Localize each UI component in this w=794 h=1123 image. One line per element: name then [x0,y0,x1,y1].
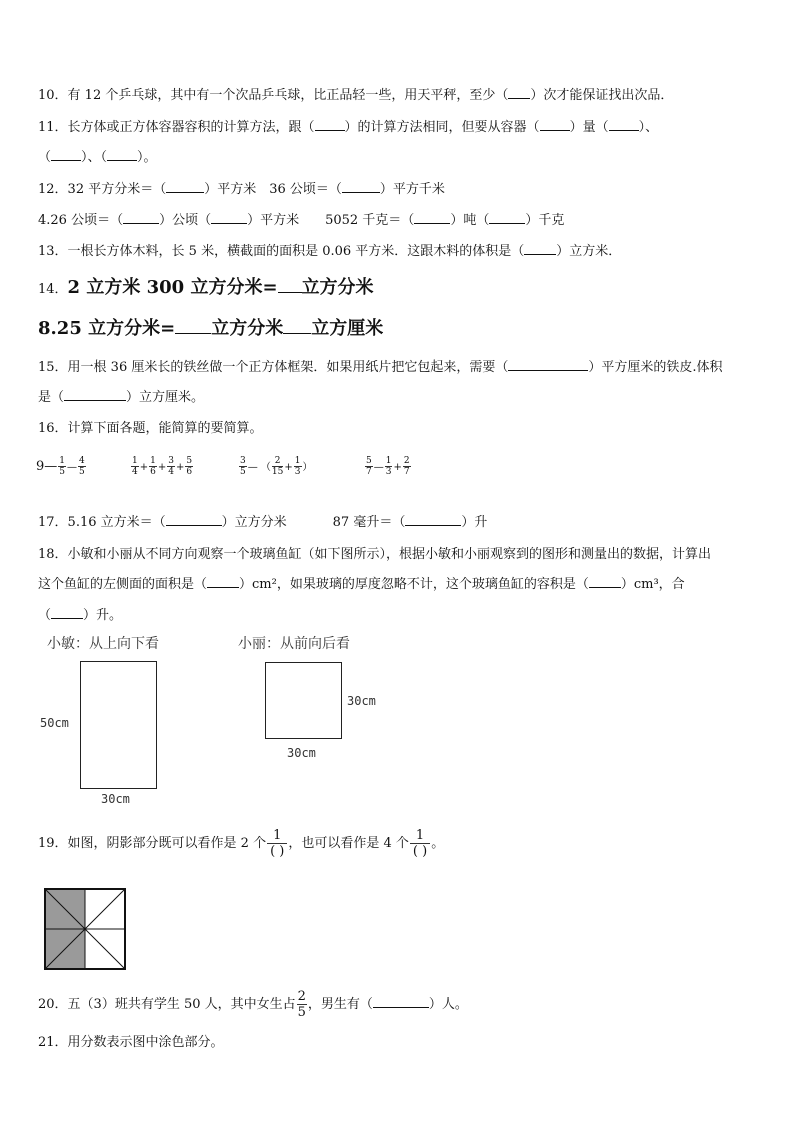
answer-blank[interactable] [166,513,222,526]
answer-blank[interactable] [207,575,239,588]
fraction: $\frac{1}{3}$ [385,456,392,477]
fraction: $\frac{5}{6}$ [186,456,193,477]
answer-blank[interactable] [489,211,525,224]
answer-blank[interactable] [589,575,621,588]
answer-blank[interactable] [211,211,247,224]
answer-blank[interactable] [175,317,211,334]
fraction: $\frac{1}{5}$ [59,456,66,477]
question-13: 13．一根长方体木料，长 5 米，横截面的面积是 0.06 平方米．这跟木料的体积是（ ）立方米． [38,244,622,259]
question-12: 12．32 平方分米＝（ ）平方米 36 公顷＝（ ）平方千米 [38,182,445,197]
answer-blank[interactable] [107,148,137,161]
answer-blank[interactable] [609,118,639,131]
shaded-square-figure [44,888,126,970]
fraction-blank[interactable]: $\frac{1}{( )}$ [267,828,287,859]
fraction: $\frac{1}{6}$ [150,456,156,477]
fraction: $\frac{2}{15}$ [271,456,284,477]
question-18-cont2: （ ）升。 [38,608,123,623]
answer-blank[interactable] [540,118,570,131]
question-15-cont: 是（ ）立方厘米。 [38,390,205,405]
fraction: $\frac{1}{3}$ [294,456,301,477]
question-17: 17．5.16 立方米＝（ ）立方分米 87 毫升＝（ ）升 [38,515,488,530]
answer-blank[interactable] [414,211,450,224]
answer-blank[interactable] [166,180,204,193]
question-18: 18．小敏和小丽从不同方向观察一个玻璃鱼缸（如下图所示），根据小敏和小丽观察到的图形和测量出的数据，计算出 [38,547,712,562]
fraction: $\frac{4}{5}$ [79,456,85,477]
question-11-cont: （ ）、（ ）。 [38,150,157,165]
fraction-blank[interactable]: $\frac{1}{( )}$ [410,828,430,859]
fraction: $\frac{2}{5}$ [297,989,306,1020]
question-15: 15．用一根 36 厘米长的铁丝做一个正方体框架．如果用纸片把它包起来，需要（ ）平方厘米的铁皮.体积 [38,360,723,375]
answer-blank[interactable] [405,513,461,526]
top-view-rectangle [80,661,157,789]
fraction: $\frac{3}{4}$ [168,456,174,477]
front-view-width-label: 30cm [287,746,316,760]
question-12-cont: 4.26 公顷＝（ ）公顷（ ）平方米 5052 千克＝（ ）吨（ ）千克 [38,213,565,228]
top-view-width-label: 30cm [101,792,130,806]
expression-4: $\frac{5}{7}$ — $\frac{1}{3}$ + $\frac{2}{7}$ [366,456,410,477]
answer-blank[interactable] [278,276,302,293]
question-10: 10．有 12 个乒乓球，其中有一个次品乒乓球，比正品轻一些，用天平秤，至少（ ）次才能保证找出次品． [38,88,674,103]
answer-blank[interactable] [51,148,81,161]
answer-blank[interactable] [315,118,345,131]
answer-blank[interactable] [508,86,530,99]
question-14-cont: 8.25 立方分米= 立方分米 立方厘米 [38,318,384,339]
q10-text: 10．有 12 个乒乓球，其中有一个次品乒乓球，比正品轻一些，用天平秤，至少（ [38,88,509,103]
fraction: $\frac{1}{4}$ [132,456,138,477]
expression-2: $\frac{1}{4}$ + $\frac{1}{6}$ + $\frac{3}{4}$ + $\frac{5}{6}$ [132,456,193,477]
answer-blank[interactable] [342,180,380,193]
question-14: 14．2 立方米 300 立方分米= 立方分米 [38,277,374,298]
question-21: 21．用分数表示图中涂色部分。 [38,1035,224,1050]
answer-blank[interactable] [508,358,588,371]
question-11: 11．长方体或正方体容器容积的计算方法，跟（ ）的计算方法相同，但要从容器（ ）量（ ）、 [38,120,659,135]
expression-3: $\frac{3}{5}$ — （ $\frac{2}{15}$ + $\frac{1}{3}$ ） [240,456,313,477]
question-19: 19．如图，阴影部分既可以看作是 2 个 $\frac{1}{( )}$ ，也可以看作是 4 个 $\frac{1}{( )}$ 。 [38,828,445,859]
fraction: $\frac{5}{7}$ [366,456,372,477]
answer-blank[interactable] [51,606,83,619]
top-view-height-label: 50cm [40,716,69,730]
answer-blank[interactable] [283,317,311,334]
expression-1: 9— $\frac{1}{5}$ — $\frac{4}{5}$ [36,456,85,477]
fraction: $\frac{2}{7}$ [403,456,410,477]
figure-2-caption: 小丽：从前向后看 [238,636,350,652]
answer-blank[interactable] [123,211,159,224]
figure-1-caption: 小敏：从上向下看 [47,636,159,652]
question-16-title: 16．计算下面各题，能简算的要简算。 [38,421,263,436]
answer-blank[interactable] [373,995,429,1008]
answer-blank[interactable] [64,388,126,401]
front-view-height-label: 30cm [347,694,376,708]
question-20: 20．五（3）班共有学生 50 人，其中女生占 $\frac{2}{5}$ ，男生有（ ）人。 [38,989,468,1020]
front-view-square [265,662,342,739]
fraction: $\frac{3}{5}$ [240,456,246,477]
question-18-cont: 这个鱼缸的左侧面的面积是（ ）cm²，如果玻璃的厚度忽略不计，这个玻璃鱼缸的容积是（ ）cm³，合 [38,577,685,592]
answer-blank[interactable] [524,242,556,255]
